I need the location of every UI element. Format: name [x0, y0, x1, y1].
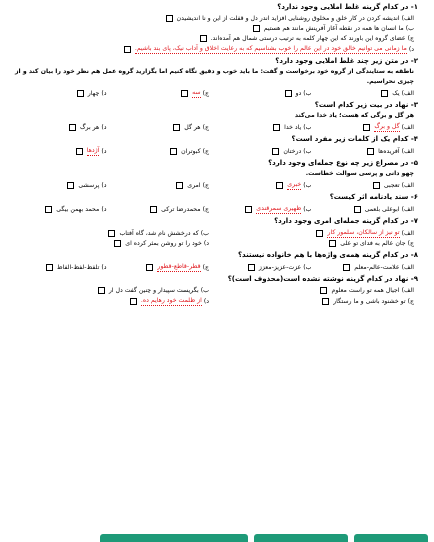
checkbox-icon[interactable]	[176, 182, 183, 189]
question-8	[4, 250, 424, 272]
checkbox-icon[interactable]	[45, 206, 52, 213]
option-key: ج)	[202, 205, 209, 213]
option-2[interactable]	[209, 262, 312, 272]
option-3[interactable]	[107, 204, 210, 214]
option-1[interactable]	[312, 88, 415, 98]
checkbox-icon[interactable]	[166, 15, 173, 22]
option-text: که درخشش نام شد، گاه آفتاب	[119, 229, 199, 237]
option-key: د)	[408, 45, 414, 53]
options-row	[4, 34, 424, 43]
option-3[interactable]	[107, 262, 210, 272]
options-row	[4, 204, 424, 214]
checkbox-icon[interactable]	[69, 124, 76, 131]
checkbox-icon[interactable]	[373, 182, 380, 189]
checkbox-icon[interactable]	[124, 46, 131, 53]
question-4	[4, 134, 424, 156]
option-1[interactable]	[312, 122, 415, 132]
option-text: دو	[295, 89, 302, 97]
option-4[interactable]	[4, 122, 107, 132]
option-1[interactable]	[209, 228, 414, 238]
option-text: آفریده‌ها	[378, 147, 400, 155]
option-4[interactable]	[4, 239, 209, 248]
options-row	[4, 228, 424, 238]
option-text: عزت-عزیز-معزز	[258, 263, 302, 271]
option-text: درختان	[283, 147, 302, 155]
option-text: تو خشنود باشی و ما رستگار	[333, 297, 406, 305]
checkbox-icon[interactable]	[320, 287, 327, 294]
options-row	[4, 239, 424, 248]
checkbox-icon[interactable]	[114, 240, 121, 247]
footer-button-1[interactable]	[100, 534, 248, 542]
option-key: ج)	[202, 181, 209, 189]
option-key: ب)	[303, 123, 312, 131]
option-key: ج)	[407, 240, 414, 247]
option-text: ما زمانی می توانیم خالق خود در این عالم را خوب بشناسیم که به رعایت اخلاق و آداب نیک، پای بند باشیم.	[134, 45, 407, 52]
option-key: الف)	[401, 263, 414, 271]
question-9	[4, 274, 424, 306]
option-text: محمدرضا ترکی	[161, 205, 201, 213]
checkbox-icon[interactable]	[67, 182, 74, 189]
option-text: کبوتران	[181, 147, 201, 155]
options-row	[4, 180, 424, 190]
question-title: ۳- نهاد در بیت زیر کدام است؟	[314, 101, 418, 109]
checkbox-icon[interactable]	[170, 148, 177, 155]
option-4[interactable]	[4, 262, 107, 272]
checkbox-icon[interactable]	[200, 35, 207, 42]
option-1[interactable]	[312, 146, 415, 156]
option-2[interactable]	[4, 228, 209, 238]
option-key: الف)	[401, 205, 414, 213]
footer-bar	[0, 532, 434, 542]
options-row	[4, 122, 424, 132]
option-4[interactable]	[4, 204, 107, 214]
checkbox-icon[interactable]	[276, 182, 283, 189]
question-title: ۵- در مصراع زیر چه نوع جمله‌ای وجود دارد؟	[268, 159, 418, 167]
option-key: ج)	[202, 263, 209, 271]
option-key: الف)	[401, 229, 414, 237]
option-3[interactable]	[107, 146, 210, 156]
checkbox-icon[interactable]	[354, 206, 361, 213]
question-1	[4, 2, 424, 54]
checkbox-icon[interactable]	[329, 240, 336, 247]
option-text: یاد خدا	[284, 123, 302, 131]
option-key: ج)	[202, 123, 209, 131]
option-4[interactable]	[4, 180, 107, 190]
option-text: محمد بهمن بیگی	[56, 205, 100, 213]
exam-sheet	[4, 2, 424, 532]
option-4[interactable]	[4, 88, 107, 98]
option-text: خود را تو روشن بمثر کرده ای	[125, 240, 202, 247]
question-title: ۲- در متن زیر چند غلط املایی وجود دارد؟	[275, 57, 418, 65]
option-key: د)	[203, 240, 209, 247]
footer-button-3[interactable]	[354, 534, 428, 542]
option-key: د)	[101, 89, 107, 97]
option-text: تلفظ-لفظ-الفاظ	[56, 263, 100, 271]
option-text: ظهیری سمرقندی	[256, 205, 302, 212]
question-title: ۶- سند یادنامه اثر کیست؟	[329, 193, 418, 201]
options-row	[4, 88, 424, 98]
option-key: ج)	[202, 147, 209, 155]
option-key: الف)	[401, 147, 414, 155]
checkbox-icon[interactable]	[381, 90, 388, 97]
option-key: ب)	[405, 25, 414, 32]
question-title: ۴- کدام یک از کلمات زیر مفرد است؟	[291, 135, 418, 143]
option-key: ب)	[303, 147, 312, 155]
footer-button-2[interactable]	[254, 534, 348, 542]
checkbox-icon[interactable]	[46, 264, 53, 271]
option-text: عضای گروه این باورند که این چهار کلمه به ترتیب درستی شمال هم آمده‌اند.	[210, 35, 406, 42]
option-key: الف)	[401, 15, 414, 22]
option-3[interactable]	[107, 88, 210, 98]
option-text: از ظلمت خود رهایم ده.	[140, 297, 202, 304]
option-text: اجیال همه تو راست معلوم	[331, 287, 400, 294]
checkbox-icon[interactable]	[273, 124, 280, 131]
checkbox-icon[interactable]	[108, 230, 115, 237]
option-3[interactable]	[107, 122, 210, 132]
option-key: ج)	[407, 297, 414, 305]
option-3[interactable]	[209, 239, 414, 248]
option-key: ب)	[303, 89, 312, 97]
option-2[interactable]	[4, 24, 414, 33]
checkbox-icon[interactable]	[248, 264, 255, 271]
option-text: سه	[192, 89, 201, 96]
option-text: خبری	[287, 181, 302, 188]
option-key: الف)	[401, 89, 414, 97]
option-text: تعجبی	[383, 181, 400, 189]
question-2	[4, 56, 424, 98]
question-5	[4, 158, 424, 190]
question-title: ۹- نهاد در کدام گزینه نوشته نشده است(محذوف است)؟	[227, 275, 418, 283]
option-2[interactable]	[209, 146, 312, 156]
question-7	[4, 216, 424, 248]
option-3[interactable]	[209, 296, 414, 306]
checkbox-icon[interactable]	[181, 90, 188, 97]
checkbox-icon[interactable]	[77, 90, 84, 97]
options-row	[4, 296, 424, 306]
checkbox-icon[interactable]	[343, 264, 350, 271]
option-2[interactable]	[209, 180, 312, 190]
option-1[interactable]	[312, 262, 415, 272]
option-key: ب)	[303, 181, 312, 189]
checkbox-icon[interactable]	[322, 298, 329, 305]
option-text: ابوعلی بلعمی	[364, 205, 400, 213]
option-text: پرسشی	[78, 181, 100, 189]
option-key: د)	[101, 263, 107, 271]
option-text: جان عالم به فدای تو علی	[340, 240, 406, 247]
question-3	[4, 100, 424, 132]
question-text: چهو دانی و پرسی سوالت خطاست.	[305, 170, 414, 177]
checkbox-icon[interactable]	[245, 206, 252, 213]
checkbox-icon[interactable]	[98, 287, 105, 294]
option-key: د)	[101, 147, 107, 155]
option-text: قطر-قاطع-قطور	[157, 263, 201, 270]
option-key: الف)	[401, 181, 414, 189]
option-text: آژدها	[86, 147, 100, 154]
checkbox-icon[interactable]	[130, 298, 137, 305]
options-row	[4, 286, 424, 295]
option-1[interactable]	[209, 286, 414, 295]
option-text: تو نیز از سالکان، سلمور کار	[327, 229, 400, 236]
option-key: د)	[101, 181, 107, 189]
option-1[interactable]	[312, 204, 415, 214]
option-1[interactable]	[312, 180, 415, 190]
option-text: یک	[392, 89, 400, 97]
option-2[interactable]	[209, 88, 312, 98]
option-key: د)	[101, 123, 107, 131]
options-row	[4, 24, 424, 33]
question-text: هر گل و برگی که هست؛ یاد خدا می‌کند	[294, 112, 414, 119]
option-text: گل و برگ	[374, 123, 400, 130]
option-key: الف)	[401, 287, 414, 294]
checkbox-icon[interactable]	[146, 264, 153, 271]
checkbox-icon[interactable]	[173, 124, 180, 131]
option-2[interactable]	[209, 204, 312, 214]
question-title: ۸- در کدام گزینه همه‌ی واژه‌ها با هم خانواده نیستند؟	[238, 251, 418, 259]
option-key: د)	[203, 297, 209, 305]
option-key: الف)	[401, 123, 414, 131]
option-text: بگریست سپیدار و چنین گفت دل ار	[108, 287, 199, 294]
option-key: ب)	[303, 205, 312, 213]
checkbox-icon[interactable]	[316, 230, 323, 237]
options-row	[4, 146, 424, 156]
question-text: ناطقه به ستایندگی از گروه خود برخواست و گفت: ما باید خوب و دقیق نگاه کنیم اما بگزارید گروه عمل هم نظر خود را بیان کند و از چیزی نحراسیم.	[15, 68, 414, 85]
checkbox-icon[interactable]	[363, 124, 370, 131]
option-3[interactable]	[107, 180, 210, 190]
option-key: ج)	[202, 89, 209, 97]
option-4[interactable]	[4, 44, 414, 54]
option-key: ب)	[303, 263, 312, 271]
options-row	[4, 262, 424, 272]
option-1[interactable]	[4, 14, 414, 23]
option-key: د)	[101, 205, 107, 213]
option-text: امری	[187, 181, 201, 189]
option-3[interactable]	[4, 34, 414, 43]
checkbox-icon[interactable]	[367, 148, 374, 155]
option-key: ب)	[200, 229, 209, 237]
question-title: ۱- در کدام گزینه غلط املایی وجود ندارد؟	[277, 3, 418, 11]
option-text: چهار	[87, 89, 100, 97]
question-6	[4, 192, 424, 214]
option-text: هر برگ	[80, 123, 100, 131]
option-key: ب)	[200, 287, 209, 294]
options-row	[4, 44, 424, 54]
option-4[interactable]	[4, 146, 107, 156]
option-text: هر گل	[184, 123, 201, 131]
checkbox-icon[interactable]	[285, 90, 292, 97]
option-2[interactable]	[4, 286, 209, 295]
option-2[interactable]	[209, 122, 312, 132]
checkbox-icon[interactable]	[253, 25, 260, 32]
question-title: ۷- در کدام گزینه جمله‌ای امری وجود دارد؟	[274, 217, 418, 225]
options-row	[4, 14, 424, 23]
option-text: ما انسان ها همه در نقطه آغاز آفرینش مانند هم هستیم	[263, 25, 404, 32]
option-key: ج)	[407, 35, 414, 42]
option-4[interactable]	[4, 296, 209, 306]
checkbox-icon[interactable]	[272, 148, 279, 155]
checkbox-icon[interactable]	[150, 206, 157, 213]
checkbox-icon[interactable]	[76, 148, 83, 155]
option-text: علامت-عالم-معلم	[354, 263, 400, 271]
option-text: اندیشه کردن در کار خلق و مخلوق روشنایی افزاید اندر دل و قفلت از این و نا اندیشیدن	[176, 15, 400, 22]
